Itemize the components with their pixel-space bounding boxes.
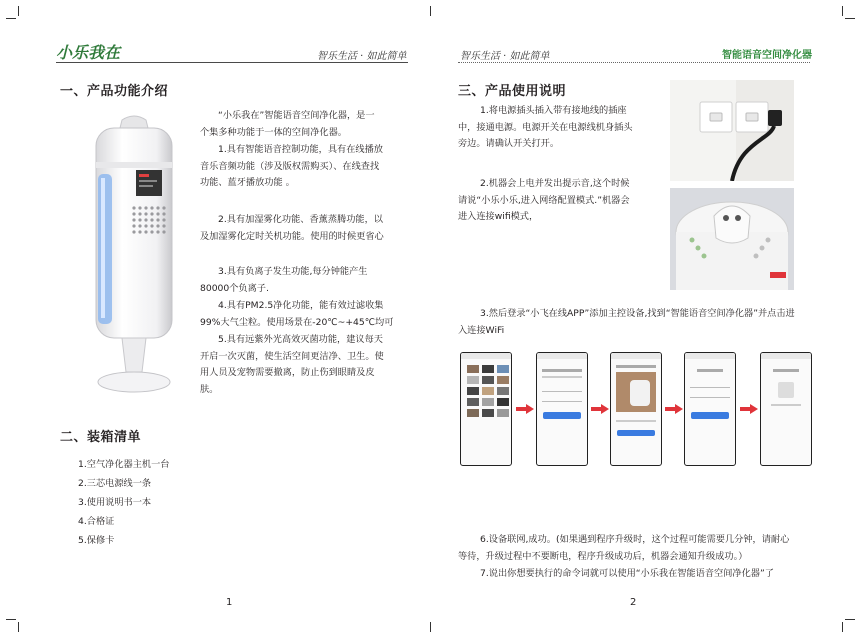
page-number: 1: [226, 597, 233, 608]
arrow-right-icon: [740, 404, 758, 414]
app-screenshot: [760, 352, 812, 466]
arrow-right-icon: [591, 404, 609, 414]
feature-1: 1.具有智能语音控制功能，具有在线播放 音乐音频功能（涉及版权需购买）、在线查找 功能、蓝牙播放功能 。: [200, 144, 383, 188]
right-page: [430, 0, 860, 637]
app-screenshot: [684, 352, 736, 466]
step-3: 3.然后登录“小飞在线APP”添加主控设备,找到“智能语音空间净化器”并点击进 入连接WiFi: [458, 308, 795, 336]
list-item: 5.保修卡: [78, 535, 115, 546]
list-item: 4.合格证: [78, 516, 115, 527]
packing-list: [78, 455, 169, 550]
step-7: 7.说出你想要执行的命令词就可以使用“小乐我在智能语音空间净化器”了: [480, 568, 774, 579]
purifier-product-photo: [84, 110, 184, 400]
feature-4: 4.具有PM2.5净化功能，能有效过滤收集 99%大气尘粒。使用场景在-20℃~+45℃均可: [200, 300, 394, 328]
step-2: 2.机器会上电并发出提示音,这个时候 请说“小乐小乐,进入网络配置模式.”机器会 进入连接wifi模式，: [458, 178, 630, 222]
arrow-right-icon: [665, 404, 683, 414]
intro-paragraph: “小乐我在”智能语音空间净化器，是一 个集多种功能于一体的空间净化器。: [200, 110, 375, 138]
device-top-photo: [670, 188, 794, 290]
app-screenshot: [610, 352, 662, 466]
list-item: 2.三芯电源线一条: [78, 478, 152, 489]
section-title-packing: 二、装箱清单: [60, 430, 142, 445]
wall-socket-photo: [670, 80, 794, 181]
header-rule: [56, 62, 408, 63]
page-number: 2: [630, 597, 637, 608]
app-screenshot: [460, 352, 512, 466]
page-slogan: 智乐生活 · 如此简单: [317, 51, 407, 62]
section-title-usage: 三、产品使用说明: [458, 84, 567, 99]
list-item: 1.空气净化器主机一台: [78, 459, 170, 470]
page-slogan: 智乐生活 · 如此简单: [460, 51, 550, 62]
app-screenshot: [536, 352, 588, 466]
product-name-header: 智能语音空间净化器: [722, 50, 812, 61]
brand-logo: 小乐我在: [56, 43, 121, 62]
feature-5: 5.具有远紫外光高效灭菌功能，建议每天 开启一次灭菌，使生活空间更洁净、卫生。使 用人员及宠物需要撤离，防止伤到眼睛及皮 肤。: [200, 334, 384, 395]
section-title-features: 一、产品功能介绍: [60, 84, 169, 99]
feature-3: 3.具有负离子发生功能,每分钟能产生 80000个负离子.: [200, 266, 368, 294]
list-item: 3.使用说明书一本: [78, 497, 152, 508]
step-1: 1.将电源插头插入带有接地线的插座 中，接通电源。电源开关在电源线机身插头 旁边。请确认开关打开。: [458, 105, 633, 149]
feature-2: 2.具有加湿雾化功能、香薰蒸腾功能，以 及加湿雾化定时关机功能。使用的时候更省心: [200, 214, 384, 242]
arrow-right-icon: [516, 404, 534, 414]
header-rule: [458, 62, 810, 63]
step-6: 6.设备联网,成功。(如果遇到程序升级时，这个过程可能需要几分钟，请耐心 等待，升级过程中不要断电，程序升级成功后，机器会通知升级成功。）: [458, 534, 790, 562]
